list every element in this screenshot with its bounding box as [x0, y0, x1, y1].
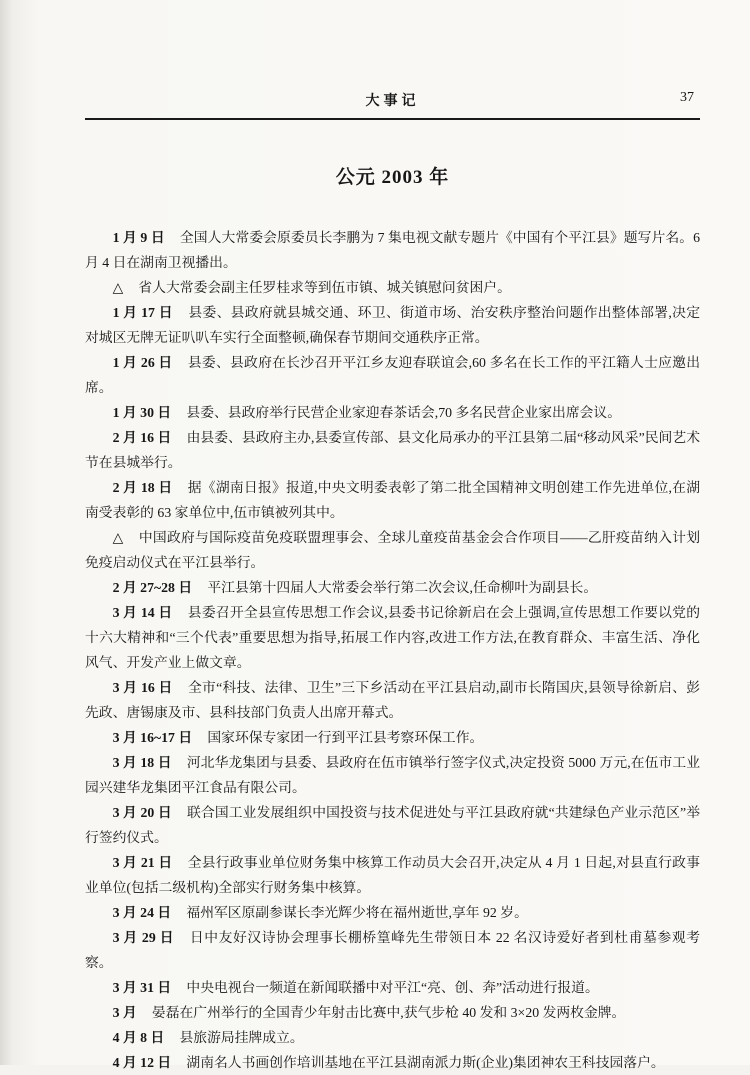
entry-text: 县委召开全县宣传思想工作会议,县委书记徐新启在会上强调,宣传思想工作要以党的十六大精神和“三个代表”重要思想为指导,拓展工作内容,改进工作方法,在教育群众、丰富生活、净化风气、开发产业上做文章。 — [85, 605, 700, 670]
entry-date: 1 月 30 日 — [112, 405, 172, 420]
entry-date: 4 月 8 日 — [112, 1030, 165, 1045]
event-entry — [85, 675, 700, 725]
entry-date: 3 月 21 日 — [112, 855, 173, 870]
entry-date: 2 月 27~28 日 — [112, 580, 193, 595]
event-entry — [85, 925, 700, 975]
entry-date: 2 月 16 日 — [112, 430, 172, 445]
event-entry — [85, 425, 700, 475]
event-entry — [85, 600, 700, 675]
event-entry — [85, 725, 700, 750]
entry-text: 湖南名人书画创作培训基地在平江县湖南派力斯(企业)集团神农王科技园落户。 — [186, 1055, 665, 1070]
page-header — [85, 90, 700, 116]
entry-date: 3 月 29 日 — [112, 930, 175, 945]
page-title: 公元 2003 年 — [335, 167, 450, 188]
entry-date: 1 月 26 日 — [112, 355, 173, 370]
event-entry — [85, 400, 700, 425]
entry-date: 1 月 17 日 — [112, 305, 173, 320]
entry-text: 全县行政事业单位财务集中核算工作动员大会召开,决定从 4 月 1 日起,对县直行政事业单位(包括二级机构)全部实行财务集中核算。 — [85, 855, 700, 895]
entry-text: 据《湖南日报》报道,中央文明委表彰了第二批全国精神文明创建工作先进单位,在湖南受表彰的 63 家单位中,伍市镇被列其中。 — [85, 480, 700, 520]
entry-date: 3 月 24 日 — [112, 905, 172, 920]
event-entry — [85, 750, 700, 800]
entry-text: 县旅游局挂牌成立。 — [179, 1030, 304, 1045]
entry-text: 县委、县政府举行民营企业家迎春茶话会,70 多名民营企业家出席会议。 — [186, 405, 622, 420]
entry-text: 全市“科技、法律、卫生”三下乡活动在平江县启动,副市长隋国庆,县领导徐新启、彭先政、唐锡康及市、县科技部门负责人出席开幕式。 — [85, 680, 700, 720]
event-entry — [85, 225, 700, 275]
entry-text: 中国政府与国际疫苗免疫联盟理事会、全球儿童疫苗基金会合作项目——乙肝疫苗纳入计划免疫启动仪式在平江县举行。 — [85, 530, 700, 570]
entry-date: 3 月 16 日 — [112, 680, 173, 695]
event-entry — [85, 350, 700, 400]
entry-text: 由县委、县政府主办,县委宣传部、县文化局承办的平江县第二届“移动风采”民间艺术节在县城举行。 — [85, 430, 700, 470]
entries-list — [85, 225, 700, 1075]
entry-date: 3 月 16~17 日 — [112, 730, 193, 745]
entry-text: 晏磊在广州举行的全国青少年射击比赛中,获气步枪 40 发和 3×20 发两枚金牌。 — [151, 1005, 626, 1020]
entry-text: 中央电视台一频道在新闻联播中对平江“亮、创、奔”活动进行报道。 — [186, 980, 599, 995]
entry-text: 县委、县政府就县城交通、环卫、街道市场、治安秩序整治问题作出整体部署,决定对城区无牌无证叭叭车实行全面整顿,确保春节期间交通秩序正常。 — [85, 305, 701, 345]
entry-text: 平江县第十四届人大常委会举行第二次会议,任命柳叶为副县长。 — [207, 580, 598, 595]
entry-date: △ — [112, 280, 124, 295]
page-number: 37 — [680, 90, 694, 105]
entry-text: 全国人大常委会原委员长李鹏为 7 集电视文献专题片《中国有个平江县》题写片名。6 月 4 日在湖南卫视播出。 — [85, 230, 700, 270]
entry-text: 河北华龙集团与县委、县政府在伍市镇举行签字仪式,决定投资 5000 万元,在伍市工业园兴建华龙集团平江食品有限公司。 — [85, 755, 700, 795]
running-title: 大事记 — [365, 94, 420, 109]
event-entry — [85, 525, 700, 575]
entry-text: 福州军区原副参谋长李光辉少将在福州逝世,享年 92 岁。 — [186, 905, 528, 920]
entry-date: △ — [112, 530, 124, 545]
header-rule — [85, 118, 700, 120]
event-entry — [85, 300, 700, 350]
entry-text: 省人大常委会副主任罗桂求等到伍市镇、城关镇慰问贫困户。 — [138, 280, 511, 295]
entry-date: 3 月 14 日 — [112, 605, 173, 620]
entry-date: 3 月 — [112, 1005, 137, 1020]
event-entry — [85, 475, 700, 525]
entry-date: 4 月 12 日 — [112, 1055, 172, 1070]
event-entry — [85, 1050, 700, 1075]
event-entry — [85, 275, 700, 300]
entry-text: 国家环保专家团一行到平江县考察环保工作。 — [207, 730, 484, 745]
entry-text: 县委、县政府在长沙召开平江乡友迎春联谊会,60 多名在长工作的平江籍人士应邀出席。 — [85, 355, 700, 395]
entry-date: 1 月 9 日 — [112, 230, 165, 245]
entry-date: 3 月 20 日 — [112, 805, 172, 820]
entry-text: 日中友好汉诗协会理事长棚桥篁峰先生带领日本 22 名汉诗爱好者到杜甫墓参观考察。 — [85, 930, 700, 970]
entry-text: 联合国工业发展组织中国投资与技术促进处与平江县政府就“共建绿色产业示范区”举行签约仪式。 — [85, 805, 701, 845]
event-entry — [85, 1000, 700, 1025]
event-entry — [85, 975, 700, 1000]
event-entry — [85, 575, 700, 600]
entry-date: 3 月 18 日 — [112, 755, 172, 770]
event-entry — [85, 1025, 700, 1050]
event-entry — [85, 900, 700, 925]
page-content — [85, 90, 700, 1075]
event-entry — [85, 800, 700, 850]
entry-date: 2 月 18 日 — [112, 480, 173, 495]
event-entry — [85, 850, 700, 900]
entry-date: 3 月 31 日 — [112, 980, 172, 995]
